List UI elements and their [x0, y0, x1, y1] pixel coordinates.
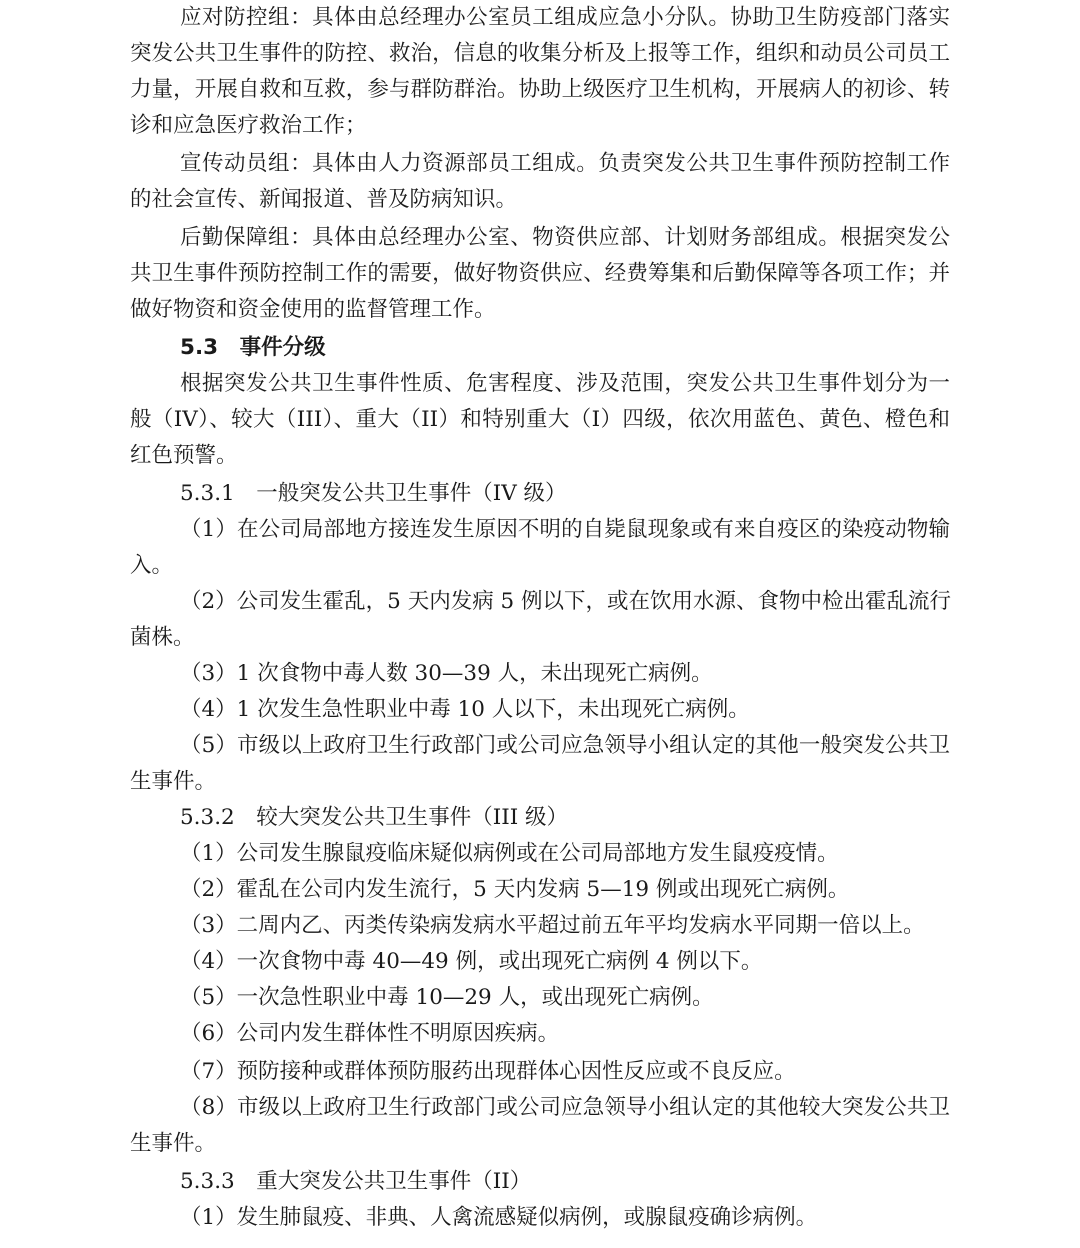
text-line: 做好物资和资金使用的监督管理工作。 [130, 297, 496, 322]
text-line: 宣传动员组：具体由人力资源部员工组成。负责突发公共卫生事件预防控制工作 [180, 151, 950, 176]
text-line: （1）公司发生腺鼠疫临床疑似病例或在公司局部地方发生鼠疫疫情。 [180, 841, 839, 866]
text-line: （8）市级以上政府卫生行政部门或公司应急领导小组认定的其他较大突发公共卫 [180, 1095, 950, 1120]
text-line: 突发公共卫生事件的防控、救治，信息的收集分析及上报等工作，组织和动员公司员工 [130, 41, 950, 66]
text-line: 应对防控组：具体由总经理办公室员工组成应急小分队。协助卫生防疫部门落实 [180, 5, 950, 30]
text-line: 力量，开展自救和互救，参与群防群治。协助上级医疗卫生机构，开展病人的初诊、转 [130, 77, 950, 102]
text-line: （3）二周内乙、丙类传染病发病水平超过前五年平均发病水平同期一倍以上。 [180, 913, 925, 938]
text-line: 生事件。 [130, 1131, 217, 1156]
text-line: （2）公司发生霍乱，5 天内发病 5 例以下，或在饮用水源、食物中检出霍乱流行 [180, 589, 952, 614]
text-line: 5.3.1 一般突发公共卫生事件（IV 级） [180, 481, 567, 506]
text-line: （1）发生肺鼠疫、非典、人禽流感疑似病例，或腺鼠疫确诊病例。 [180, 1205, 818, 1230]
section-heading: 5.3 事件分级 [180, 335, 326, 360]
text-line: （3）1 次食物中毒人数 30—39 人，未出现死亡病例。 [180, 661, 713, 686]
text-line: 般（IV）、较大（III）、重大（II）和特别重大（I）四级，依次用蓝色、黄色、橙色和 [130, 407, 950, 432]
text-line: 后勤保障组：具体由总经理办公室、物资供应部、计划财务部组成。根据突发公 [180, 225, 950, 250]
text-line: 的社会宣传、新闻报道、普及防病知识。 [130, 187, 518, 212]
text-line: 诊和应急医疗救治工作； [130, 113, 367, 138]
text-line: 红色预警。 [130, 443, 238, 468]
text-line: 5.3.3 重大突发公共卫生事件（II） [180, 1169, 532, 1194]
text-line: 入。 [130, 553, 174, 578]
text-line: 共卫生事件预防控制工作的需要，做好物资供应、经费筹集和后勤保障等各项工作；并 [130, 261, 950, 286]
text-line: 生事件。 [130, 769, 217, 794]
text-line: （5）市级以上政府卫生行政部门或公司应急领导小组认定的其他一般突发公共卫 [180, 733, 950, 758]
text-line: 菌株。 [130, 625, 195, 650]
text-line: （1）在公司局部地方接连发生原因不明的自毙鼠现象或有来自疫区的染疫动物输 [180, 517, 950, 542]
text-line: 5.3.2 较大突发公共卫生事件（III 级） [180, 805, 569, 830]
text-line: （6）公司内发生群体性不明原因疾病。 [180, 1021, 560, 1046]
text-line: （4）1 次发生急性职业中毒 10 人以下，未出现死亡病例。 [180, 697, 750, 722]
text-line: （4）一次食物中毒 40—49 例，或出现死亡病例 4 例以下。 [180, 949, 763, 974]
text-line: （5）一次急性职业中毒 10—29 人，或出现死亡病例。 [180, 985, 714, 1010]
text-line: 根据突发公共卫生事件性质、危害程度、涉及范围，突发公共卫生事件划分为一 [180, 371, 950, 396]
text-line: （2）霍乱在公司内发生流行，5 天内发病 5—19 例或出现死亡病例。 [180, 877, 850, 902]
text-line: （7）预防接种或群体预防服药出现群体心因性反应或不良反应。 [180, 1059, 796, 1084]
